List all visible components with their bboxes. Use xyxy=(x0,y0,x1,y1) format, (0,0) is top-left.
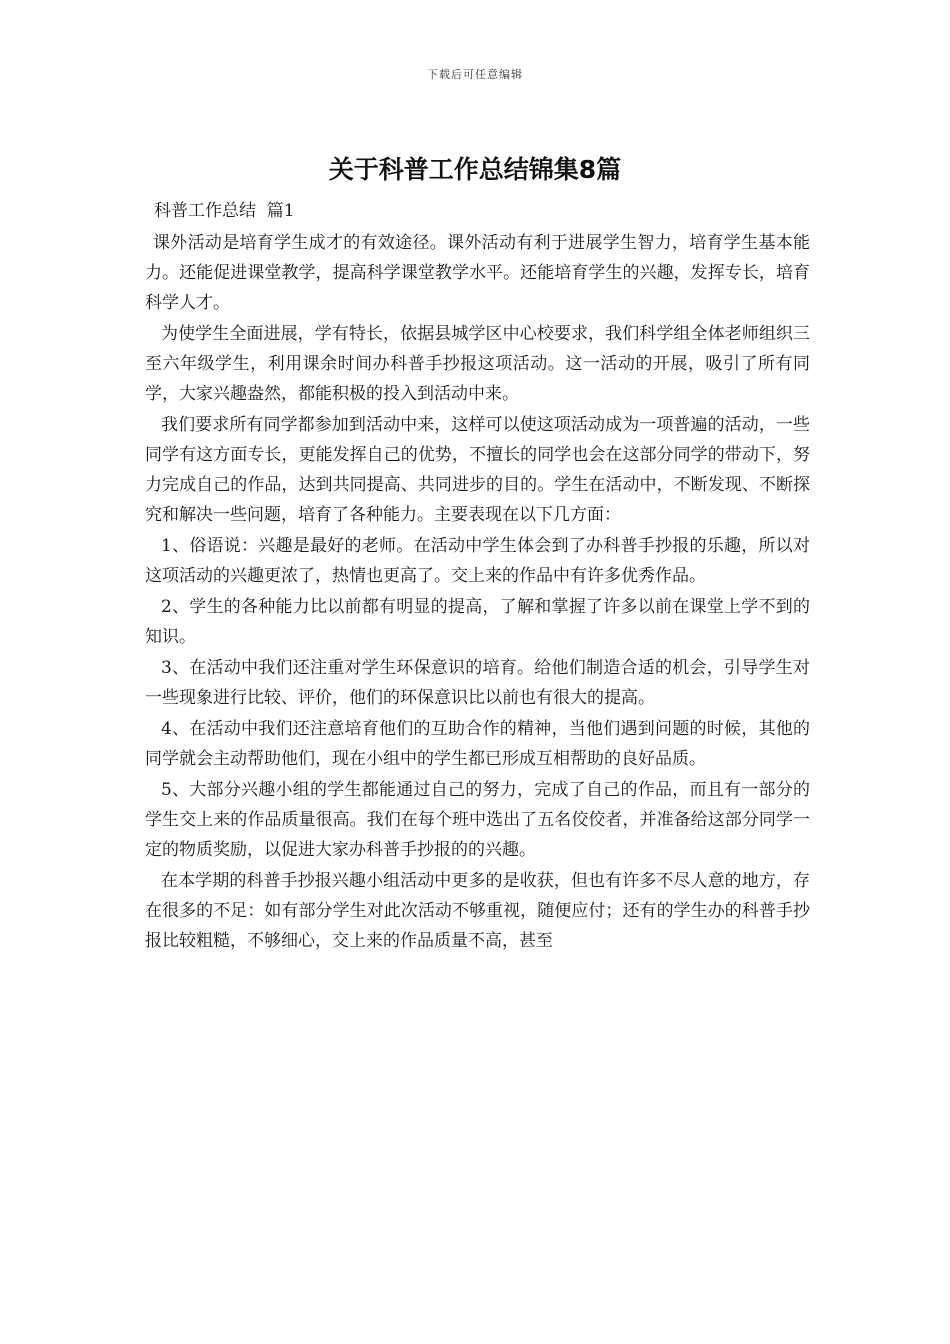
document-body xyxy=(145,196,810,957)
paragraph-5: 2、学生的各种能力比以前都有明显的提高，了解和掌握了许多以前在课堂上学不到的知识。 xyxy=(145,597,810,647)
paragraph-1: 课外活动是培育学生成才的有效途径。课外活动有利于进展学生智力，培育学生基本能力。还能促进课堂教学，提高科学课堂教学水平。还能培育学生的兴趣，发挥专长，培育科学人才。 xyxy=(145,233,810,313)
paragraph-8: 5、大部分兴趣小组的学生都能通过自己的努力，完成了自己的作品，而且有一部分的学生交上来的作品质量很高。我们在每个班中选出了五名佼佼者，并准备给这部分同学一定的物质奖励，以促进大家办科普手抄报的的兴趣。 xyxy=(145,780,810,860)
paragraph-9: 在本学期的科普手抄报兴趣小组活动中更多的是收获，但也有许多不尽人意的地方，存在很多的不足：如有部分学生对此次活动不够重视，随便应付；还有的学生办的科普手抄报比较粗糙，不够细心，交上来的作品质量不高，甚至 xyxy=(145,871,810,951)
header-note: 下载后可任意编辑 xyxy=(427,68,523,81)
paragraph-4: 1、俗语说：兴趣是最好的老师。在活动中学生体会到了办科普手抄报的乐趣，所以对这项活动的兴趣更浓了，热情也更高了。交上来的作品中有许多优秀作品。 xyxy=(145,536,810,586)
paragraph-2: 为使学生全面进展，学有特长，依据县城学区中心校要求，我们科学组全体老师组织三至六年级学生，利用课余时间办科普手抄报这项活动。这一活动的开展，吸引了所有同学，大家兴趣盎然，都能积极的投入到活动中来。 xyxy=(145,324,810,404)
section-heading: 科普工作总结 篇1 xyxy=(154,201,295,221)
paragraph-3: 我们要求所有同学都参加到活动中来，这样可以使这项活动成为一项普遍的活动，一些同学有这方面专长，更能发挥自己的优势，不擅长的同学也会在这部分同学的带动下，努力完成自己的作品，达到共同提高、共同进步的目的。学生在活动中，不断发现、不断探究和解决一些问题，培育了各种能力。主要表现在以下几方面： xyxy=(145,415,810,525)
document-title: 关于科普工作总结锦集8篇 xyxy=(328,155,622,184)
paragraph-7: 4、在活动中我们还注意培育他们的互助合作的精神，当他们遇到问题的时候，其他的同学就会主动帮助他们，现在小组中的学生都已形成互相帮助的良好品质。 xyxy=(145,719,810,769)
paragraph-6: 3、在活动中我们还注重对学生环保意识的培育。给他们制造合适的机会，引导学生对一些现象进行比较、评价，他们的环保意识比以前也有很大的提高。 xyxy=(145,658,810,708)
